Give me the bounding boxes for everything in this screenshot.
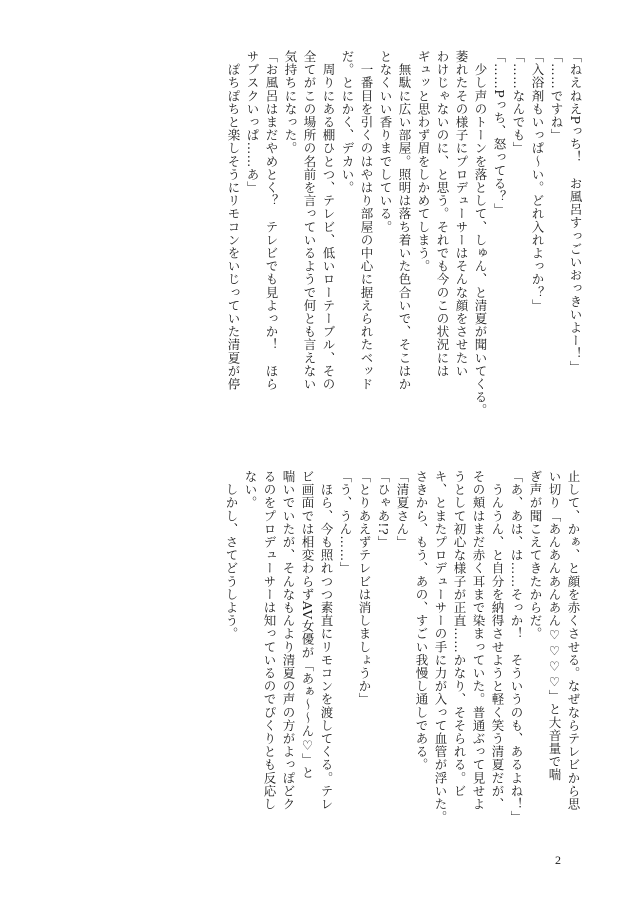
text-line: だ。とにかく、デカい。 — [340, 50, 355, 195]
text-line: ほら、今も照れつつ素直にリモコンを渡してくる。テレ — [319, 470, 334, 811]
text-line: 全てがこの場所の名前を言っているようで何とも言えない — [302, 50, 317, 391]
text-line: 「……ですね」 — [549, 50, 564, 142]
text-line: 「清夏さん」 — [395, 470, 410, 549]
text-line: 気持ちになった。 — [283, 50, 298, 155]
text-line: 「ねえねえPっち！ お風呂すっごいおっきいよー！」 — [568, 50, 583, 374]
text-line: 「あ、あは、は……そっか！ そういうのも、あるよね！」 — [509, 470, 524, 824]
text-line: 萎れたその様子にプロデューサーはそんな顔をさせたい — [454, 50, 469, 378]
text-line: ぽちぽちと楽しそうにリモコンをいじっていた清夏が停 — [226, 50, 241, 391]
text-line: うんうん、と自分を納得させようと軽く笑う清夏だが、 — [490, 470, 505, 811]
text-line: 「ひゃあ!?」 — [376, 470, 391, 549]
text-line: ギュッと思わず眉をしかめてしまう。 — [416, 50, 431, 273]
bottom-text-block — [222, 470, 583, 842]
text-line: 「とりあえずテレビは消しましょうか」 — [357, 470, 372, 706]
top-text-block — [224, 50, 585, 422]
text-line: ぎ声が聞こえてきたからだ。 — [528, 470, 543, 641]
text-line: ない。 — [243, 470, 258, 510]
text-line: 「……なんでも」 — [511, 50, 526, 155]
page-number: 2 — [555, 853, 561, 867]
text-line: さきから、もう、あの、すごい我慢し通しである。 — [414, 470, 429, 772]
text-line: ビ画面では相変わらずAV女優が「あぁ〜〜ん♡」と — [300, 470, 315, 780]
text-line: 「入浴剤もいっぱ〜い。どれ入れよっか？」 — [530, 50, 545, 312]
text-line: キ、とまたプロデューサーの手に力が入って血管が浮いた。 — [433, 470, 448, 824]
text-line: るのをプロデューサーは知っているのでぴくりとも反応し — [262, 470, 277, 811]
text-line: 少し声のトーンを落として、しゅん、と清夏が聞いてくる。 — [473, 50, 488, 417]
text-line: わけじゃないのに、と思う。それでも今のこの状況には — [435, 50, 450, 378]
text-line: 周りにある棚ひとつ、テレビ、低いローテーブル、その — [321, 50, 336, 391]
text-line: 「……Pっち、怒ってる？」 — [492, 50, 507, 217]
text-line: 無駄に広い部屋。照明は落ち着いた色合いで、そこはか — [397, 50, 412, 391]
text-line: 一番目を引くのはやはり部屋の中心に据えられたベッド — [359, 50, 374, 391]
text-line: 「お風呂はまだやめとく？ テレビでも見よっか！ ほら — [264, 50, 279, 391]
text-line: 「う、うん……」 — [338, 470, 353, 575]
text-line: い切り「あんあんあんあん♡♡♡♡」と大音量で喘 — [547, 470, 562, 782]
text-line: うとして初心な様子が正直……かなり、そそられる。ビ — [452, 470, 467, 798]
text-line: 喘いでいたが、そんなもんより清夏の声の方がよっぽどク — [281, 470, 296, 811]
text-line: サブスクいっぱ……あ」 — [245, 50, 260, 195]
text-line: その頬はまだ赤く耳まで染まっていた。普通ぶって見せよ — [471, 470, 486, 811]
text-line: となくいい香りまでしている。 — [378, 50, 393, 234]
text-line: 止して、かぁ、と顔を赤くさせる。なぜならテレビから思 — [566, 470, 581, 811]
text-line: しかし、さてどうしよう。 — [224, 470, 239, 641]
